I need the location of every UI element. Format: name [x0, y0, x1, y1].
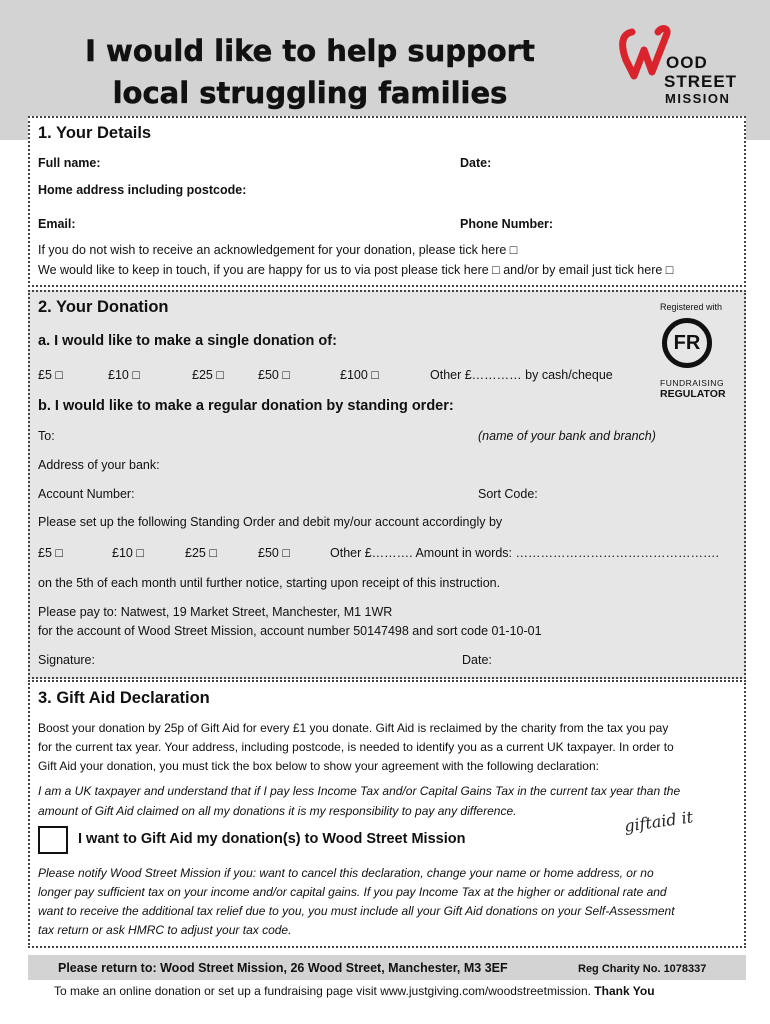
regular-option-10[interactable]: £10 □ — [112, 546, 144, 560]
gift-aid-checkbox-label: I want to Gift Aid my donation(s) to Wood Street Mission — [78, 831, 466, 847]
email-label: Email: — [38, 217, 76, 231]
regular-donation-heading: b. I would like to make a regular donation by standing order: — [38, 398, 454, 414]
declaration-line-1: I am a UK taxpayer and understand that if I pay less Income Tax and/or Capital Gains Tax in the current tax year than the — [38, 784, 681, 798]
fr-mark: FR — [662, 318, 712, 368]
account-number-label: Account Number: — [38, 487, 135, 501]
sort-code-label: Sort Code: — [478, 487, 538, 501]
single-option-5[interactable]: £5 □ — [38, 368, 63, 382]
monthly-schedule-text: on the 5th of each month until further notice, starting upon receipt of this instruction. — [38, 576, 501, 590]
notify-line-4: tax return or ask HMRC to adjust your tax code. — [38, 923, 292, 937]
address-label: Home address including postcode: — [38, 183, 247, 197]
thank-you-text: Thank You — [594, 984, 655, 998]
bank-to-label: To: — [38, 429, 55, 443]
keep-in-touch-optin[interactable]: We would like to keep in touch, if you are happy for us to via post please tick here □ and/or by email just tick here □ — [38, 263, 674, 277]
date-label: Date: — [460, 156, 492, 170]
gift-aid-boost-line-1: Boost your donation by 25p of Gift Aid for every £1 you donate. Gift Aid is reclaimed by the charity from the tax you pay — [38, 721, 669, 735]
phone-label: Phone Number: — [460, 217, 554, 231]
logo-text-street: STREET — [664, 72, 738, 91]
fundraising-regulator-logo — [656, 302, 734, 402]
section3-heading: 3. Gift Aid Declaration — [38, 689, 210, 707]
declaration-line-2: amount of Gift Aid claimed on all my donations it is my responsibility to pay any difference. — [38, 804, 517, 818]
gift-aid-boost-line-2: for the current tax year. Your address, including postcode, is needed to identify you as a current UK taxpayer. In order to — [38, 740, 674, 754]
giftaid-it-logo: giftaid it — [623, 807, 695, 836]
wood-street-mission-logo — [614, 22, 744, 107]
title-line-1: I would like to help support — [85, 34, 535, 68]
single-option-other[interactable]: Other £………… by cash/cheque — [430, 368, 613, 382]
online-donation-note — [54, 983, 655, 999]
regular-option-5[interactable]: £5 □ — [38, 546, 63, 560]
single-option-100[interactable]: £100 □ — [340, 368, 379, 382]
single-option-25[interactable]: £25 □ — [192, 368, 224, 382]
section1-heading: 1. Your Details — [38, 124, 152, 142]
account-details-text: for the account of Wood Street Mission, account number 50147498 and sort code 01-10-01 — [38, 624, 542, 638]
signature-label: Signature: — [38, 653, 95, 667]
notify-line-3: want to receive the additional tax relief due to you, you must include all your Gift Aid donations on your Self-Assessment — [38, 904, 675, 918]
logo-text-mission: MISSION — [665, 91, 731, 106]
online-donation-text: To make an online donation or set up a fundraising page visit www.justgiving.com/woodstreetmission. — [54, 984, 591, 998]
regular-option-50[interactable]: £50 □ — [258, 546, 290, 560]
return-address: Please return to: Wood Street Mission, 26 Wood Street, Manchester, M3 3EF — [58, 961, 508, 975]
acknowledgement-optout[interactable]: If you do not wish to receive an acknowledgement for your donation, please tick here □ — [38, 243, 518, 257]
fr-fundraising-text: FUNDRAISING — [660, 378, 725, 388]
logo-text-ood: OOD — [666, 53, 708, 72]
fr-registered-text: Registered with — [660, 302, 723, 312]
charity-number: Reg Charity No. 1078337 — [578, 963, 707, 975]
fr-regulator-text: REGULATOR — [660, 388, 726, 400]
notify-line-2: longer pay sufficient tax on your income and/or capital gains. If you pay Income Tax at the higher or additional rate and — [38, 885, 667, 899]
regular-option-25[interactable]: £25 □ — [185, 546, 217, 560]
title-line-2: local struggling families — [112, 76, 508, 110]
notify-line-1: Please notify Wood Street Mission if you: want to cancel this declaration, change your name or home address, or no — [38, 866, 654, 880]
pay-to-text: Please pay to: Natwest, 19 Market Street, Manchester, M1 1WR — [38, 605, 393, 619]
single-option-10[interactable]: £10 □ — [108, 368, 140, 382]
bank-name-hint: (name of your bank and branch) — [478, 429, 656, 443]
regular-option-other[interactable]: Other £………. Amount in words: …………………………………………. — [330, 546, 719, 560]
single-option-50[interactable]: £50 □ — [258, 368, 290, 382]
signature-date-label: Date: — [462, 653, 492, 667]
gift-aid-checkbox[interactable] — [38, 826, 68, 854]
page-title — [40, 30, 580, 114]
single-donation-heading: a. I would like to make a single donation of: — [38, 333, 337, 349]
bank-address-label: Address of your bank: — [38, 458, 160, 472]
full-name-label: Full name: — [38, 156, 101, 170]
standing-order-instruction: Please set up the following Standing Order and debit my/our account accordingly by — [38, 515, 503, 529]
section2-heading: 2. Your Donation — [38, 298, 169, 316]
gift-aid-boost-line-3: Gift Aid your donation, you must tick the box below to show your agreement with the following declaration: — [38, 759, 599, 773]
